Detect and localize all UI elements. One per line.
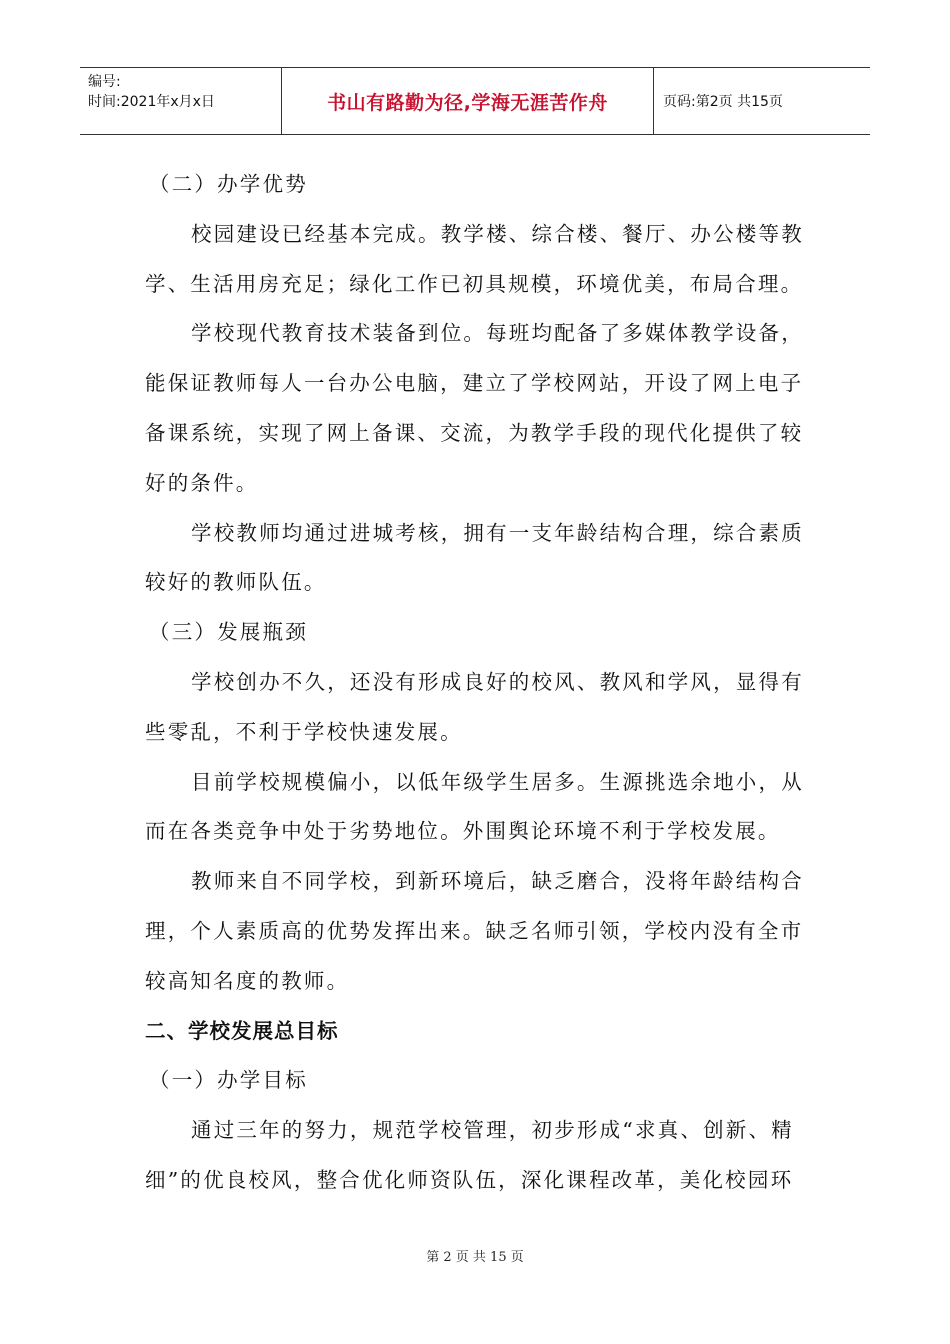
paragraph-line: 好的条件。	[145, 470, 259, 495]
paragraph-line: 较好的教师队伍。	[145, 570, 327, 595]
paragraph-line: 学、生活用房充足；绿化工作已初具规模，环境优美，布局合理。	[145, 271, 804, 296]
paragraph-line: 教师来自不同学校，到新环境后，缺乏磨合，没将年龄结构合	[191, 869, 804, 894]
paragraph-line: 备课系统，实现了网上备课、交流，为教学手段的现代化提供了较	[145, 420, 804, 445]
header-page-info: 页码:第2页 共15页	[663, 94, 783, 110]
document-date: 时间:2021年x月x日	[88, 94, 215, 110]
chapter-heading-goals: 二、学校发展总目标	[145, 1018, 339, 1043]
paragraph-line: 理，个人素质高的优势发挥出来。缺乏名师引领，学校内没有全市	[145, 918, 804, 943]
paragraph-line: 较高知名度的教师。	[145, 968, 350, 993]
paragraph-line: 学校创办不久，还没有形成良好的校风、教风和学风，显得有	[191, 669, 804, 694]
paragraph-line: 校园建设已经基本完成。教学楼、综合楼、餐厅、办公楼等教	[191, 221, 804, 246]
header-motto: 书山有路勤为径,学海无涯苦作舟	[282, 68, 654, 134]
page-header	[80, 67, 870, 135]
paragraph-line: 学校现代教育技术装备到位。每班均配备了多媒体教学设备，	[191, 321, 804, 346]
paragraph-line: 能保证教师每人一台办公电脑，建立了学校网站，开设了网上电子	[145, 371, 804, 396]
header-meta	[80, 68, 282, 134]
paragraph-line: 而在各类竞争中处于劣势地位。外围舆论环境不利于学校发展。	[145, 819, 781, 844]
paragraph-line: 细”的优良校风，整合优化师资队伍，深化课程改革，美化校园环	[145, 1167, 794, 1192]
section-heading-advantages: （二）办学优势	[149, 172, 308, 196]
document-number-label: 编号:	[88, 74, 121, 90]
paragraph-line: 学校教师均通过进城考核，拥有一支年龄结构合理，综合素质	[191, 520, 804, 545]
paragraph-line: 些零乱，不利于学校快速发展。	[145, 719, 463, 744]
document-body	[145, 160, 809, 1206]
page-footer: 第 2 页 共 15 页	[426, 1250, 524, 1265]
paragraph-line: 目前学校规模偏小，以低年级学生居多。生源挑选余地小，从	[191, 769, 804, 794]
section-heading-bottleneck: （三）发展瓶颈	[149, 620, 308, 645]
paragraph-line: 通过三年的努力，规范学校管理，初步形成“求真、创新、精	[191, 1118, 794, 1143]
section-heading-school-goal: （一）办学目标	[149, 1068, 308, 1093]
